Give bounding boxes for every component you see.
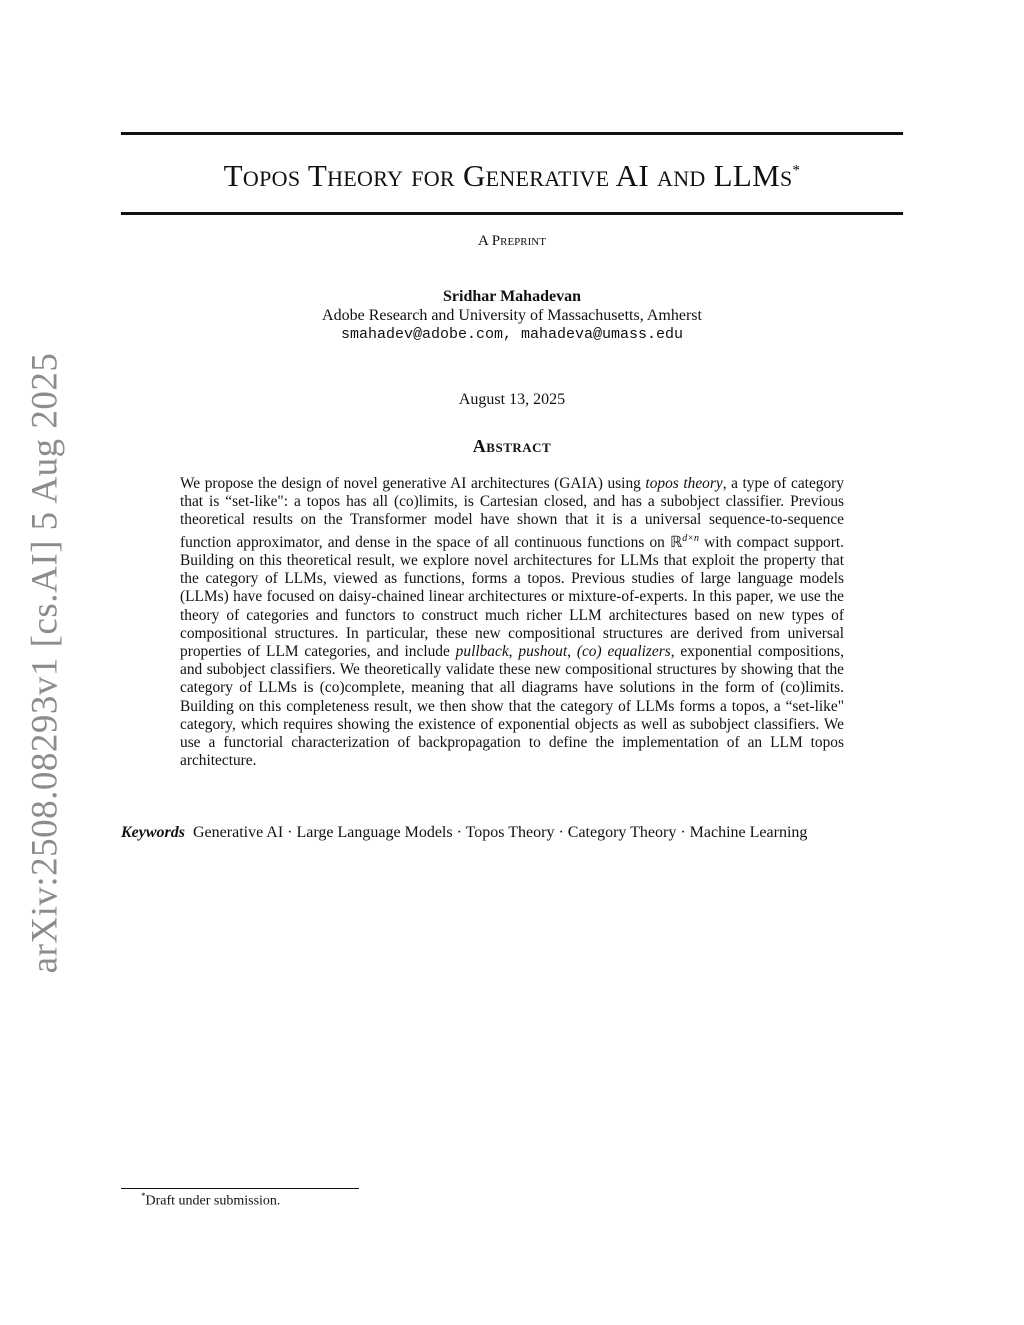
title-footnote-mark: * [792,162,801,179]
abstract-text: , [567,642,577,660]
author-email: smahadev@adobe.com, mahadeva@umass.edu [340,326,684,343]
keywords-line [121,824,921,842]
title-bottom-rule [121,212,903,215]
abstract-text: , a type of category that is “set-like": a topos has all (co)limits, is Cartesian closed, and has a subobject classifier. Previous theoretical results on the Transformer model have shown that it is a universal sequence-to-sequence function approximator, and dense in the space of all continuous functions on [180,475,844,551]
abstract-text: We propose the design of novel generative AI architectures (GAIA) using [180,475,646,492]
footnote-text: Draft under submission. [145,1193,281,1209]
abstract-text: , [508,642,519,660]
paper-date: August 13, 2025 [458,391,566,408]
abstract-heading: Abstract [472,436,552,456]
footnote-rule [121,1188,359,1189]
footnote-mark: * [141,1191,146,1201]
abstract-body [180,475,844,770]
paper-title [0,158,1024,194]
paper-title-text: Topos Theory for Generative AI and LLMs [223,158,793,193]
abstract-math-superscript: d×n [682,532,699,544]
title-top-rule [121,132,903,135]
abstract-text: , exponential compositions, and subobject classifiers. We theoretically validate these new compositional structures by showing that the category of LLMs is (co)complete, meaning that all diagrams have solutions in the form of (co)limits. Building on this completeness result, we then show that the category of LLMs forms a topos, a “set-like" category, which requires showing the existence of exponential objects as well as subobject classifiers. We use a functorial characterization of backpropagation to define the implementation of an LLM topos architecture. [180,642,844,770]
author-affiliation: Adobe Research and University of Massachusetts, Amherst [322,307,702,324]
author-block [0,287,1024,344]
abstract-text: with compact support. Building on this theoretical result, we explore novel architectures for LLMs that exploit the property that the category of LLMs, viewed as functions, forms a topos. Previous studies of large language models (LLMs) have focused on daisy-chained linear architectures or mixture-of-experts. In this paper, we use the theory of categories and functors to construct much richer LLM architectures based on new types of compositional structures. In particular, these new compositional structures are derived from universal properties of LLM categories, and include [180,533,844,660]
keywords-list: Generative AI · Large Language Models · Topos Theory · Category Theory · Machine Learning [193,824,808,841]
abstract-emphasis: pullback [455,642,509,660]
arxiv-identifier-stamp: arXiv:2508.08293v1 [cs.AI] 5 Aug 2025 [24,352,66,974]
preprint-label: A Preprint [478,233,546,249]
author-name: Sridhar Mahadevan [443,288,581,305]
abstract-emphasis: (co) equalizers [576,642,671,660]
abstract-emphasis: topos theory [645,475,723,492]
footnote [141,1191,280,1210]
abstract-emphasis: pushout [518,642,568,660]
keywords-label: Keywords [121,824,185,841]
abstract-math: ℝ [670,533,683,551]
